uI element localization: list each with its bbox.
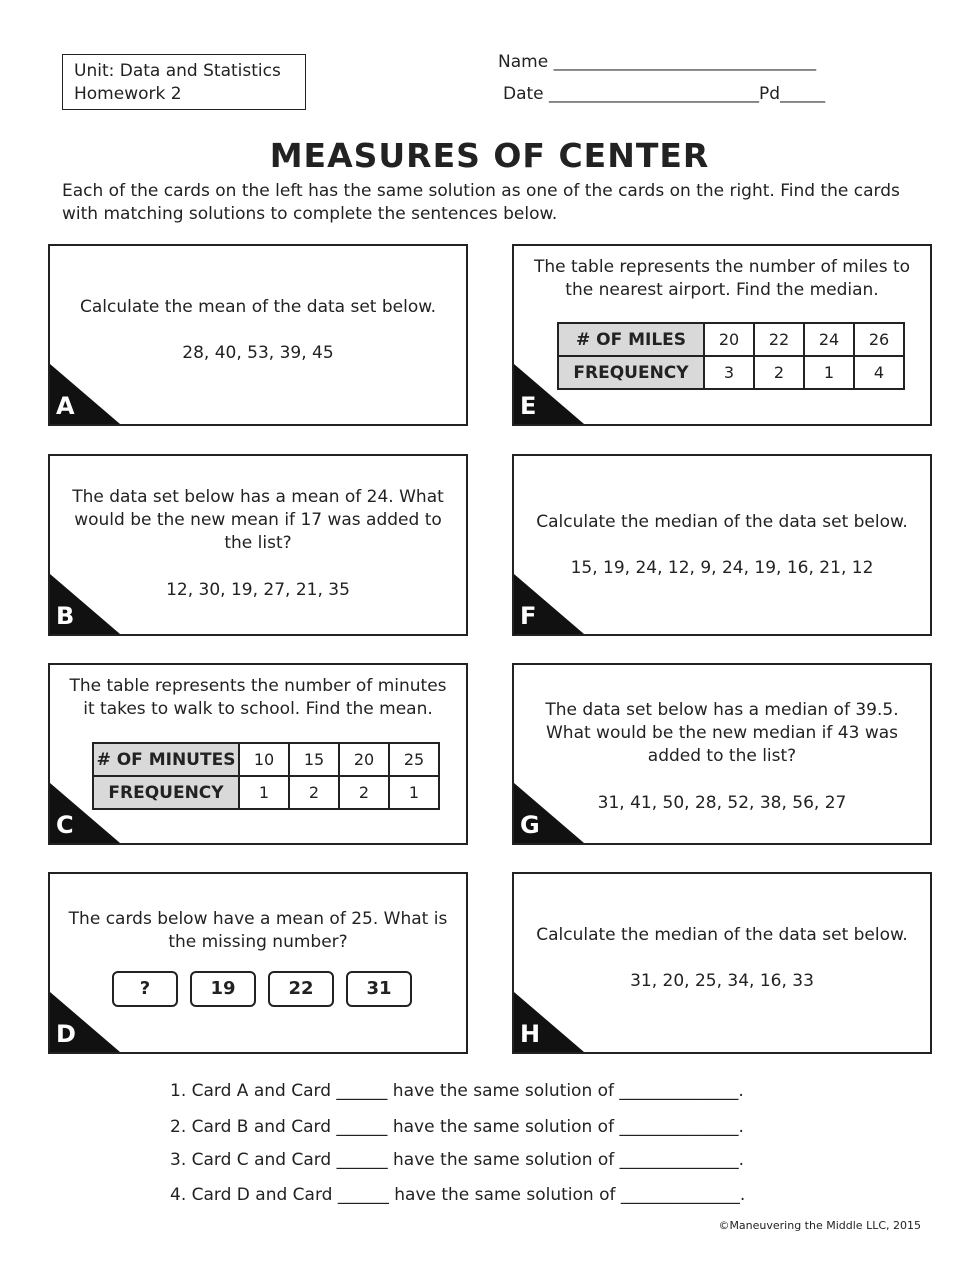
card-e-table xyxy=(557,322,905,390)
homework-label: Homework 2 xyxy=(74,84,182,104)
card-c-table xyxy=(92,742,440,810)
card-d xyxy=(48,872,468,1054)
sentence-1[interactable]: 1. Card A and Card ______ have the same solution of ______________. xyxy=(170,1081,744,1101)
card-f-text: Calculate the median of the data set below. xyxy=(536,512,908,532)
number-card: 22 xyxy=(268,971,334,1007)
table-cell: 20 xyxy=(704,323,754,356)
card-g-text: The data set below has a median of 39.5. What would be the new median if 43 was added to the list? xyxy=(545,700,899,766)
card-f-letter: F xyxy=(520,602,537,630)
card-a-text: Calculate the mean of the data set below. xyxy=(79,297,436,317)
card-c-text: The table represents the number of minutes it takes to walk to school. Find the mean. xyxy=(69,676,447,719)
number-card: 19 xyxy=(190,971,256,1007)
table-cell: 20 xyxy=(339,743,389,776)
table-cell: 24 xyxy=(804,323,854,356)
table-cell: 1 xyxy=(239,776,289,809)
card-b xyxy=(48,454,468,636)
card-h-text: Calculate the median of the data set below. xyxy=(536,925,908,945)
sentence-3[interactable]: 3. Card C and Card ______ have the same solution of ______________. xyxy=(170,1150,745,1170)
table-cell: 2 xyxy=(289,776,339,809)
card-b-letter: B xyxy=(56,602,75,630)
card-e xyxy=(512,244,932,426)
unit-box xyxy=(62,54,306,110)
sentence-4[interactable]: 4. Card D and Card ______ have the same solution of ______________. xyxy=(170,1185,746,1205)
table-header: FREQUENCY xyxy=(558,356,704,389)
table-cell: 2 xyxy=(339,776,389,809)
card-b-text: The data set below has a mean of 24. What would be the new mean if 17 was added to the list? xyxy=(72,487,444,553)
card-a-data: 28, 40, 53, 39, 45 xyxy=(182,343,334,363)
copyright: ©Maneuvering the Middle LLC, 2015 xyxy=(718,1219,921,1232)
card-f-data: 15, 19, 24, 12, 9, 24, 19, 16, 21, 12 xyxy=(570,558,874,578)
card-h-data: 31, 20, 25, 34, 16, 33 xyxy=(630,971,814,991)
card-d-text: The cards below have a mean of 25. What is the missing number? xyxy=(68,909,448,952)
card-g-data: 31, 41, 50, 28, 52, 38, 56, 27 xyxy=(597,793,847,813)
table-cell: 4 xyxy=(854,356,904,389)
page-title: MEASURES OF CENTER xyxy=(269,136,710,175)
table-cell: 15 xyxy=(289,743,339,776)
table-cell: 25 xyxy=(389,743,439,776)
card-b-data: 12, 30, 19, 27, 21, 35 xyxy=(166,580,350,600)
pd-field[interactable]: ______ xyxy=(780,85,826,103)
table-header: # OF MILES xyxy=(558,323,704,356)
name-row xyxy=(498,52,816,72)
name-label: Name xyxy=(498,52,549,72)
card-e-text: The table represents the number of miles to the nearest airport. Find the median. xyxy=(533,257,911,300)
table-cell: 1 xyxy=(804,356,854,389)
table-cell: 1 xyxy=(389,776,439,809)
table-header: # OF MINUTES xyxy=(93,743,239,776)
table-cell: 26 xyxy=(854,323,904,356)
card-a xyxy=(48,244,468,426)
table-cell: 10 xyxy=(239,743,289,776)
table-header: FREQUENCY xyxy=(93,776,239,809)
card-d-letter: D xyxy=(56,1020,76,1048)
instructions: Each of the cards on the left has the same solution as one of the cards on the right. Find the cards with matching solutions to complete the sentences below. xyxy=(62,181,900,224)
date-field[interactable]: ____________________________ xyxy=(549,85,760,103)
card-f xyxy=(512,454,932,636)
sentence-2[interactable]: 2. Card B and Card ______ have the same solution of ______________. xyxy=(170,1117,744,1137)
date-row xyxy=(503,84,825,104)
card-c-letter: C xyxy=(56,811,74,839)
number-card: ? xyxy=(112,971,178,1007)
card-h xyxy=(512,872,932,1054)
table-cell: 3 xyxy=(704,356,754,389)
table-cell: 2 xyxy=(754,356,804,389)
card-g xyxy=(512,663,932,845)
date-label: Date xyxy=(503,84,544,104)
name-field[interactable]: ___________________________________ xyxy=(553,53,817,71)
card-h-letter: H xyxy=(520,1020,541,1048)
card-e-letter: E xyxy=(520,392,537,420)
card-g-letter: G xyxy=(520,811,540,839)
table-cell: 22 xyxy=(754,323,804,356)
card-a-letter: A xyxy=(56,392,75,420)
unit-label: Unit: Data and Statistics xyxy=(74,61,281,81)
card-c xyxy=(48,663,468,845)
pd-label: Pd xyxy=(759,84,781,104)
number-card: 31 xyxy=(346,971,412,1007)
